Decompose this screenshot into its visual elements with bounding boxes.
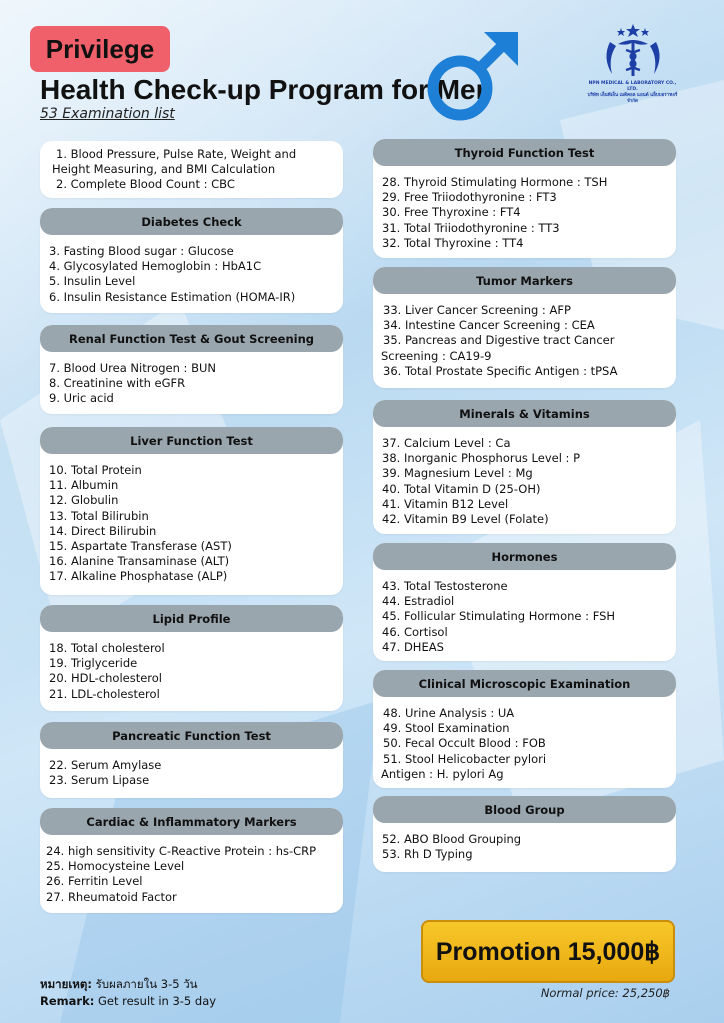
list-item: 12. Globulin — [49, 493, 119, 508]
lipid-card — [40, 605, 343, 711]
section-title: Renal Function Test & Gout Screening — [40, 325, 343, 352]
list-item: 15. Aspartate Transferase (AST) — [49, 539, 232, 554]
page-title: Health Check-up Program for Men — [40, 74, 493, 105]
list-item: 51. Stool Helicobacter pylori Antigen : H. pylori Ag — [381, 751, 547, 781]
list-item: 42. Vitamin B9 Level (Folate) — [382, 512, 549, 527]
list-item: 13. Total Bilirubin — [49, 508, 149, 523]
list-item: 2. Complete Blood Count : CBC — [56, 177, 235, 192]
list-item: 35. Pancreas and Digestive tract Cancer Screening : CA19-9 — [381, 333, 615, 363]
list-item: 6. Insulin Resistance Estimation (HOMA-IR) — [49, 289, 296, 304]
privilege-badge: Privilege — [30, 26, 170, 72]
list-item: 11. Albumin — [49, 478, 119, 493]
list-item: 52. ABO Blood Grouping — [382, 832, 522, 846]
list-item: 21. LDL-cholesterol — [49, 686, 160, 701]
normal-price: Normal price: 25,250฿ — [540, 986, 670, 1000]
list-item: 18. Total cholesterol — [49, 641, 165, 655]
liver-card — [40, 427, 343, 595]
list-item: 39. Magnesium Level : Mg — [382, 466, 533, 481]
cardiac-card — [40, 808, 343, 913]
promotion-price-badge: Promotion 15,000฿ — [421, 920, 675, 983]
list-item: 30. Free Thyroxine : FT4 — [382, 205, 521, 220]
remark-block — [40, 976, 216, 1010]
list-item: 50. Fecal Occult Blood : FOB — [383, 736, 546, 751]
list-item: 44. Estradiol — [382, 594, 455, 609]
list-item: 38. Inorganic Phosphorus Level : P — [382, 451, 581, 466]
list-item: 17. Alkaline Phosphatase (ALP) — [49, 569, 228, 584]
list-item: 24. high sensitivity C-Reactive Protein : hs-CRP — [46, 844, 317, 858]
list-item: 10. Total Protein — [49, 463, 142, 477]
section-title: Thyroid Function Test — [373, 139, 676, 166]
list-item: 1. Blood Pressure, Pulse Rate, Weight and Height Measuring, and BMI Calculation — [52, 147, 297, 177]
list-item: 29. Free Triiodothyronine : FT3 — [382, 190, 557, 205]
company-logo — [585, 22, 680, 102]
list-item: 34. Intestine Cancer Screening : CEA — [383, 318, 595, 333]
section-title: Tumor Markers — [373, 267, 676, 294]
section-title: Minerals & Vitamins — [373, 400, 676, 427]
list-item: 31. Total Triiodothyronine : TT3 — [382, 220, 560, 235]
list-item: 16. Alanine Transaminase (ALT) — [49, 554, 230, 569]
remark-text-th: รับผลภายใน 3-5 วัน — [91, 977, 198, 991]
caduceus-logo-icon — [598, 22, 668, 77]
list-item: 27. Rheumatoid Factor — [46, 889, 177, 904]
section-title: Cardiac & Inflammatory Markers — [40, 808, 343, 835]
list-item: 23. Serum Lipase — [49, 773, 150, 788]
list-item: 46. Cortisol — [382, 624, 448, 639]
list-item: 47. DHEAS — [382, 639, 444, 654]
list-item: 37. Calcium Level : Ca — [382, 436, 511, 450]
diabetes-card — [40, 208, 343, 313]
list-item: 22. Serum Amylase — [49, 758, 162, 772]
list-item: 43. Total Testosterone — [382, 579, 508, 593]
tumor-card — [373, 267, 676, 388]
list-item: 20. HDL-cholesterol — [49, 671, 163, 686]
list-item: 32. Total Thyroxine : TT4 — [382, 235, 524, 250]
section-title: Diabetes Check — [40, 208, 343, 235]
list-item: 14. Direct Bilirubin — [49, 523, 157, 538]
list-item: 53. Rh D Typing — [382, 847, 473, 862]
thyroid-card — [373, 139, 676, 258]
renal-card — [40, 325, 343, 414]
section-title: Lipid Profile — [40, 605, 343, 632]
remark-text-en: Get result in 3-5 day — [94, 994, 217, 1008]
blood-group-card — [373, 796, 676, 872]
list-item: 40. Total Vitamin D (25-OH) — [382, 481, 541, 496]
list-item: 9. Uric acid — [49, 391, 114, 406]
list-item: 28. Thyroid Stimulating Hormone : TSH — [382, 175, 608, 189]
intro-card — [40, 141, 343, 198]
company-name-th: บริษัท เอ็นพีเอ็น เมดิคอล แอนด์ แล็บบอราทอรี่ จำกัด — [587, 92, 678, 104]
list-item: 33. Liver Cancer Screening : AFP — [383, 303, 571, 317]
list-item: 49. Stool Examination — [383, 721, 510, 736]
list-item: 4. Glycosylated Hemoglobin : HbA1C — [49, 259, 262, 274]
section-title: Blood Group — [373, 796, 676, 823]
examination-count: 53 Examination list — [40, 106, 175, 122]
list-item: 8. Creatinine with eGFR — [49, 376, 186, 391]
microscopic-card — [373, 670, 676, 788]
company-name-en: NPN MEDICAL & LABORATORY CO., LTD. — [588, 81, 677, 92]
list-item: 7. Blood Urea Nitrogen : BUN — [49, 361, 216, 375]
section-title: Clinical Microscopic Examination — [373, 670, 676, 697]
section-title: Liver Function Test — [40, 427, 343, 454]
list-item: 41. Vitamin B12 Level — [382, 496, 509, 511]
section-title: Pancreatic Function Test — [40, 722, 343, 749]
list-item: 48. Urine Analysis : UA — [383, 706, 515, 720]
minerals-card — [373, 400, 676, 534]
list-item: 5. Insulin Level — [49, 274, 136, 289]
list-item: 25. Homocysteine Level — [46, 859, 185, 874]
list-item: 3. Fasting Blood sugar : Glucose — [49, 244, 234, 258]
pancreatic-card — [40, 722, 343, 798]
remark-label-th: หมายเหตุ: — [40, 977, 92, 991]
list-item: 19. Triglyceride — [49, 656, 138, 671]
remark-label-en: Remark: — [40, 994, 95, 1008]
hormones-card — [373, 543, 676, 661]
list-item: 45. Follicular Stimulating Hormone : FSH — [382, 609, 616, 624]
section-title: Hormones — [373, 543, 676, 570]
male-gender-icon — [422, 28, 522, 128]
list-item: 36. Total Prostate Specific Antigen : tPSA — [383, 363, 618, 378]
list-item: 26. Ferritin Level — [46, 874, 143, 889]
